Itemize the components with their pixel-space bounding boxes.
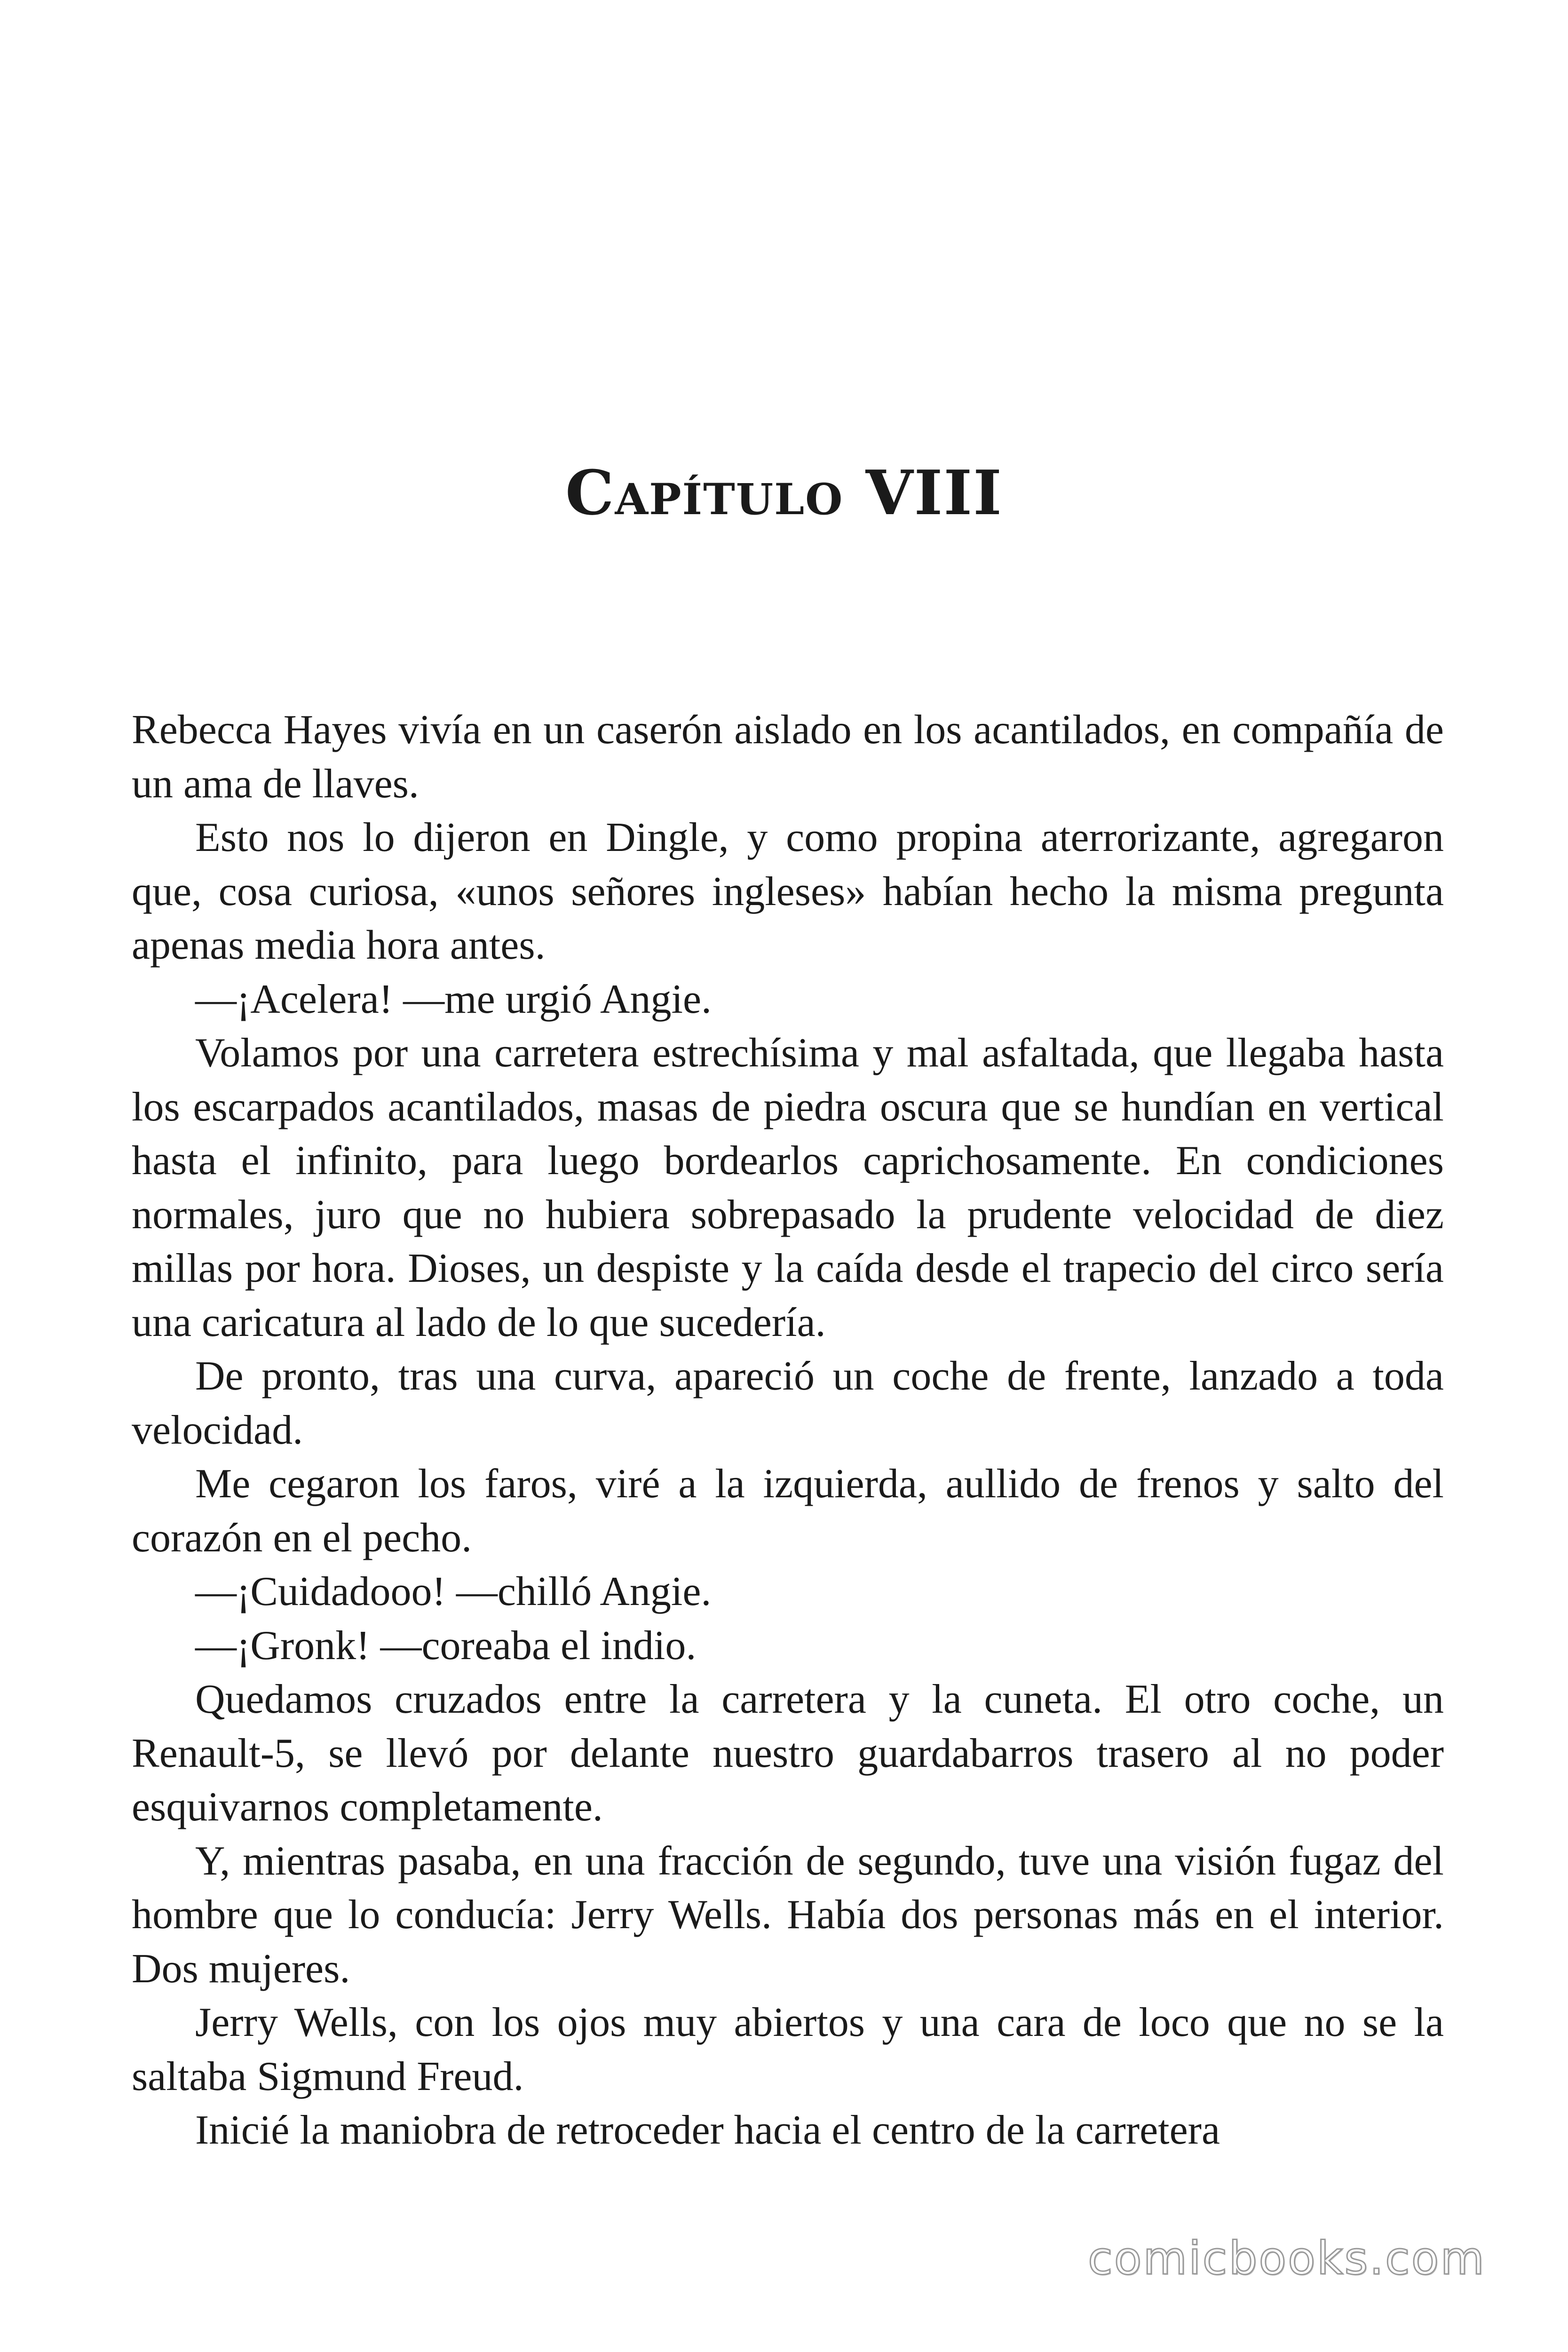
paragraph: De pronto, tras una curva, apareció un coche de frente, lanzado a toda velocidad. <box>132 1353 1444 1453</box>
paragraph: —¡Acelera! —me urgió Angie. <box>195 976 712 1022</box>
paragraph: —¡Cuidadooo! —chilló Angie. <box>195 1569 712 1614</box>
paragraph: Me cegaron los faros, viré a la izquierda, aullido de frenos y salto del corazón en el pecho. <box>132 1461 1444 1561</box>
watermark: comicbooks.com <box>1087 2232 1486 2285</box>
paragraph: Rebecca Hayes vivía en un caserón aislado en los acantilados, en compañía de un ama de llaves. <box>132 707 1444 807</box>
paragraph: Esto nos lo dijeron en Dingle, y como propina aterrorizante, agregaron que, cosa curiosa, «unos señores ingleses» habían hecho la misma pregunta apenas media hora antes. <box>132 815 1444 968</box>
paragraph: Volamos por una carretera estrechísima y mal asfaltada, que llegaba hasta los escarpados acantilados, masas de piedra oscura que se hundían en vertical hasta el infinito, para luego bordearlos caprichosamente. En condiciones normales, juro que no hubiera sobrepasado la prudente velocidad de diez millas por hora. Dioses, un despiste y la caída desde el trapecio del circo sería una caricatura al lado de lo que sucedería. <box>132 1030 1444 1345</box>
chapter-body <box>132 703 1444 2158</box>
paragraph: Jerry Wells, con los ojos muy abiertos y una cara de loco que no se la saltaba Sigmund Freud. <box>132 2000 1444 2099</box>
paragraph: —¡Gronk! —coreaba el indio. <box>195 1622 697 1669</box>
paragraph: Y, mientras pasaba, en una fracción de segundo, tuve una visión fugaz del hombre que lo conducía: Jerry Wells. Había dos personas más en el interior. Dos mujeres. <box>132 1838 1444 1992</box>
paragraph: Inicié la maniobra de retroceder hacia el centro de la carretera <box>195 2107 1220 2153</box>
chapter-title: Capítulo VIII <box>565 457 1003 529</box>
paragraph: Quedamos cruzados entre la carretera y la cuneta. El otro coche, un Renault-5, se llevó por delante nuestro guardabarros trasero al no poder esquivarnos completamente. <box>132 1677 1444 1830</box>
